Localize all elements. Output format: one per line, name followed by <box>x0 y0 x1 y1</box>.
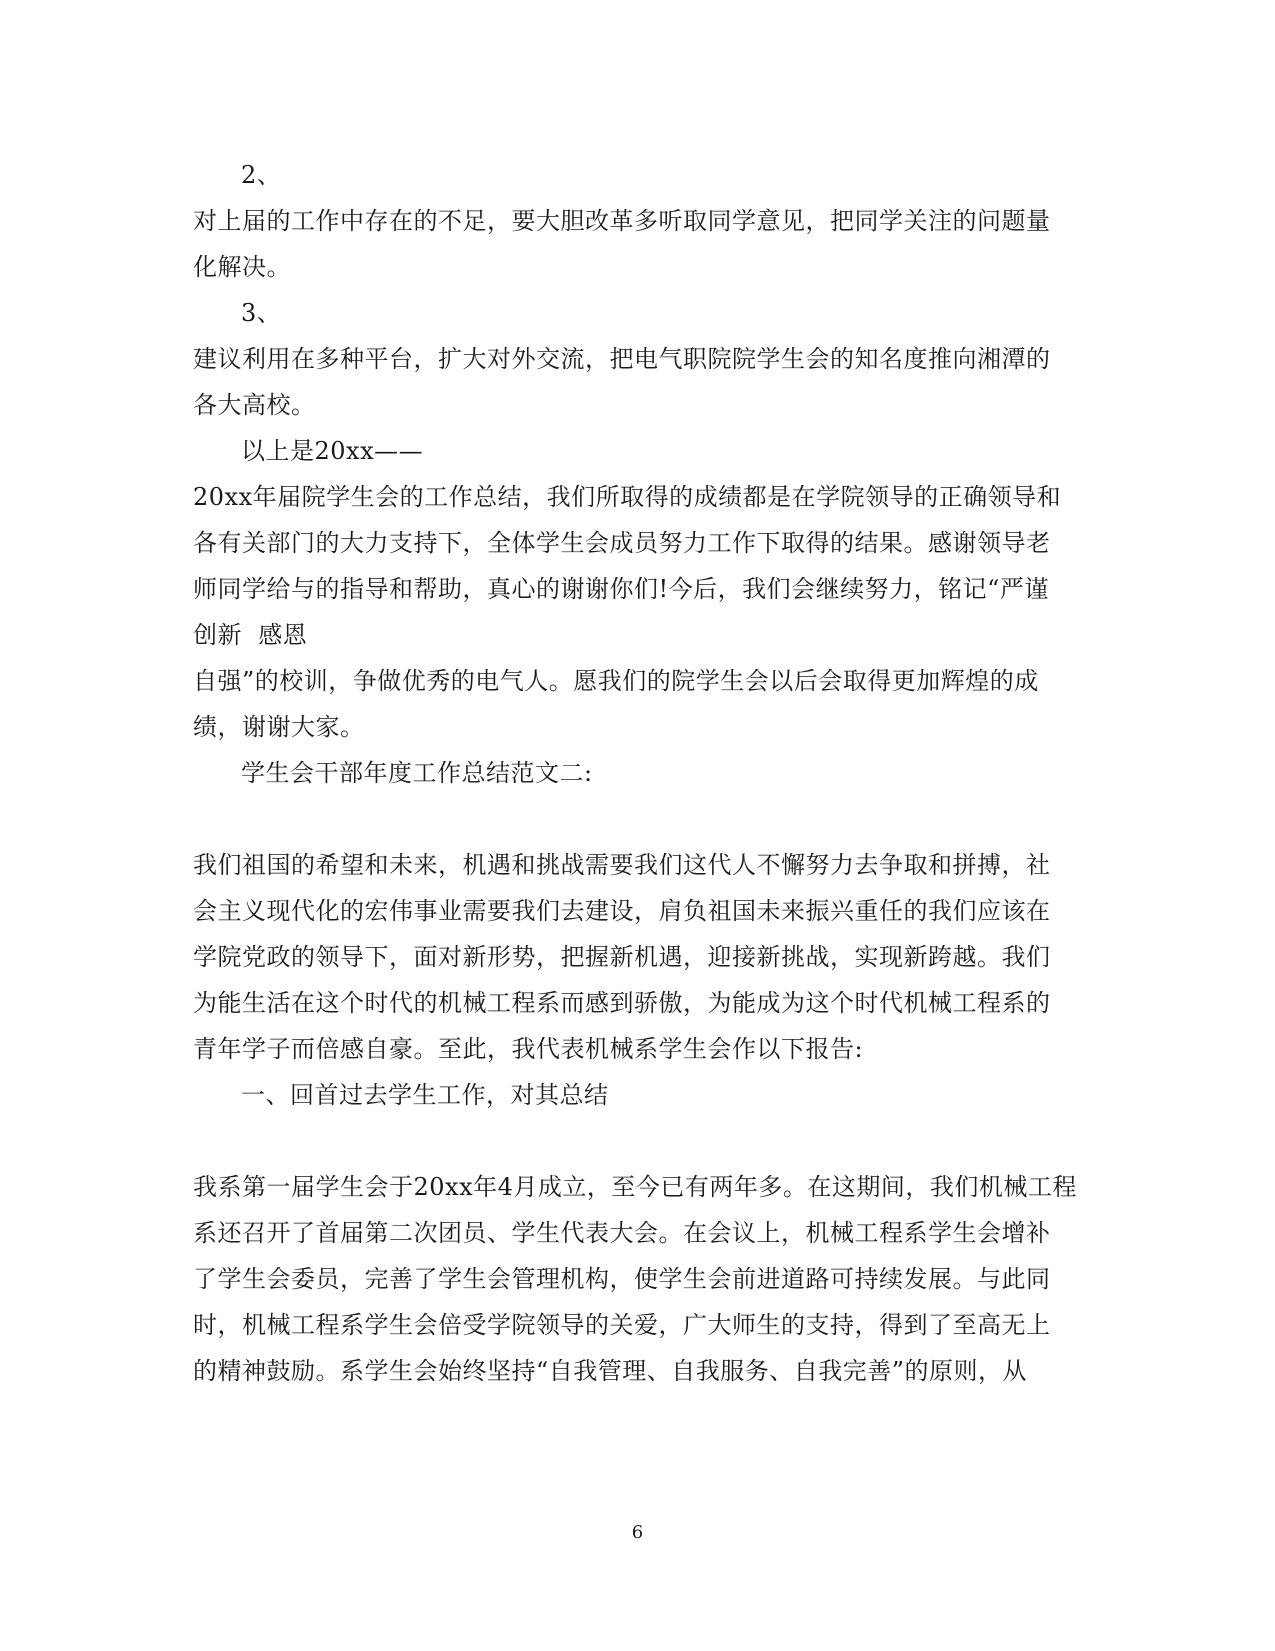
text-line: 会主义现代化的宏伟事业需要我们去建设，肩负祖国未来振兴重任的我们应该在 <box>193 897 1051 925</box>
text-line: 系还召开了首届第二次团员、学生代表大会。在会议上，机械工程系学生会增补 <box>193 1219 1051 1247</box>
text-line: 各大高校。 <box>193 391 316 419</box>
section-heading: 一、回首过去学生工作，对其总结 <box>241 1081 609 1109</box>
text-line: 学院党政的领导下，面对新形势，把握新机遇，迎接新挑战，实现新跨越。我们 <box>193 943 1051 971</box>
text-line: 对上届的工作中存在的不足，要大胆改革多听取同学意见，把同学关注的问题量 <box>193 207 1051 235</box>
text-line: 为能生活在这个时代的机械工程系而感到骄傲，为能成为这个时代机械工程系的 <box>193 989 1051 1017</box>
section-heading: 学生会干部年度工作总结范文二: <box>241 759 593 787</box>
text-line: 的精神鼓励。系学生会始终坚持“自我管理、自我服务、自我完善”的原则，从 <box>193 1357 1028 1385</box>
text-line: 青年学子而倍感自豪。至此，我代表机械系学生会作以下报告: <box>193 1035 864 1063</box>
text-line: 绩，谢谢大家。 <box>193 713 365 741</box>
text-line: 我系第一届学生会于20xx年4月成立，至今已有两年多。在这期间，我们机械工程 <box>193 1173 1077 1201</box>
text-line: 创新 感恩 <box>193 621 308 649</box>
text-line: 我们祖国的希望和未来，机遇和挑战需要我们这代人不懈努力去争取和拼搏，社 <box>193 851 1051 879</box>
text-line: 了学生会委员，完善了学生会管理机构，使学生会前进道路可持续发展。与此同 <box>193 1265 1051 1293</box>
text-line: 20xx年届院学生会的工作总结，我们所取得的成绩都是在学院领导的正确领导和 <box>193 483 1062 511</box>
text-line: 2、 <box>241 161 282 189</box>
text-line: 自强”的校训，争做优秀的电气人。愿我们的院学生会以后会取得更加辉煌的成 <box>193 667 1039 695</box>
text-line: 以上是20xx—— <box>241 437 424 465</box>
text-line: 时，机械工程系学生会倍受学院领导的关爱，广大师生的支持，得到了至高无上 <box>193 1311 1051 1339</box>
text-line: 3、 <box>241 299 282 327</box>
text-line: 建议利用在多种平台，扩大对外交流，把电气职院院学生会的知名度推向湘潭的 <box>193 345 1051 373</box>
text-line: 各有关部门的大力支持下，全体学生会成员努力工作下取得的结果。感谢领导老 <box>193 529 1051 557</box>
page-number: 6 <box>631 1522 644 1543</box>
text-line: 化解决。 <box>193 253 291 281</box>
text-line: 师同学给与的指导和帮助，真心的谢谢你们!今后，我们会继续努力，铭记“严谨 <box>193 575 1049 603</box>
